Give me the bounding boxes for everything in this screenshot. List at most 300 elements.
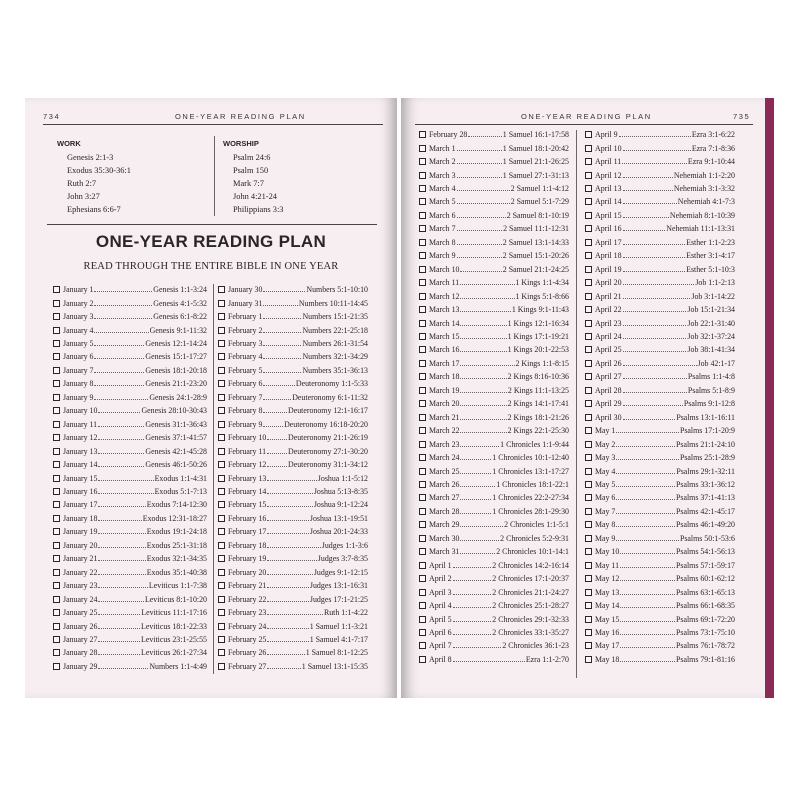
- checkbox[interactable]: [53, 609, 60, 616]
- reading-entry: [585, 316, 735, 329]
- checkbox[interactable]: [53, 582, 60, 589]
- checkbox[interactable]: [53, 623, 60, 630]
- checkbox[interactable]: [419, 185, 426, 192]
- checkbox[interactable]: [419, 239, 426, 246]
- list-item: Psalm 24:6: [233, 153, 271, 162]
- checkbox[interactable]: [585, 373, 592, 380]
- checkbox[interactable]: [53, 555, 60, 562]
- dot-leader: [623, 150, 691, 151]
- right-page: [401, 98, 765, 698]
- entry-reference: Psalms 33:1-36:12: [676, 480, 735, 489]
- reading-entry: [585, 491, 735, 504]
- checkbox[interactable]: [585, 508, 592, 515]
- dot-leader: [460, 284, 514, 285]
- checkbox[interactable]: [419, 575, 426, 582]
- checkbox[interactable]: [53, 394, 60, 401]
- checkbox[interactable]: [53, 434, 60, 441]
- checkbox[interactable]: [419, 602, 426, 609]
- entry-reference: Psalms 13:1-16:11: [676, 412, 735, 422]
- reading-entry: [419, 612, 569, 625]
- reading-entry: [419, 357, 569, 370]
- checkbox[interactable]: [585, 562, 592, 569]
- checkbox[interactable]: [585, 656, 592, 663]
- dot-leader: [98, 668, 148, 669]
- entry-reference: 1 Samuel 13:1-15:35: [301, 661, 368, 671]
- checkbox[interactable]: [53, 380, 60, 387]
- entry-reference: Genesis 9:1-11:32: [149, 325, 207, 335]
- checkbox[interactable]: [585, 333, 592, 340]
- reading-entry: [218, 283, 368, 296]
- checkbox[interactable]: [585, 535, 592, 542]
- reading-entry: [585, 276, 735, 289]
- entry-date: February 28: [429, 130, 468, 140]
- dot-leader: [623, 298, 691, 299]
- dot-leader: [620, 553, 675, 554]
- entry-date: February 16: [228, 513, 267, 523]
- checkbox[interactable]: [218, 448, 225, 455]
- checkbox[interactable]: [419, 414, 426, 421]
- reading-entry: [419, 195, 569, 208]
- checkbox[interactable]: [419, 427, 426, 434]
- checkbox[interactable]: [419, 535, 426, 542]
- checkbox[interactable]: [218, 300, 225, 307]
- reading-entry: [585, 478, 735, 491]
- dot-leader: [616, 473, 675, 474]
- entry-reference: Numbers 32:1-34:29: [302, 352, 368, 362]
- checkbox[interactable]: [585, 481, 592, 488]
- checkbox[interactable]: [585, 642, 592, 649]
- checkbox[interactable]: [53, 569, 60, 576]
- reading-entry: [53, 337, 207, 350]
- checkbox[interactable]: [53, 448, 60, 455]
- checkbox[interactable]: [419, 373, 426, 380]
- worship-heading: WORSHIP: [223, 139, 259, 148]
- reading-entry: [218, 431, 368, 444]
- entry-reference: Genesis 4:1-5:32: [153, 298, 207, 308]
- checkbox[interactable]: [53, 286, 60, 293]
- checkbox[interactable]: [53, 542, 60, 549]
- checkbox[interactable]: [53, 515, 60, 522]
- checkbox[interactable]: [218, 623, 225, 630]
- checkbox[interactable]: [419, 293, 426, 300]
- dot-leader: [616, 513, 675, 514]
- entry-reference: Deuteronomy 31:1-34:12: [288, 460, 368, 470]
- checkbox[interactable]: [419, 562, 426, 569]
- entry-date: May 14: [595, 601, 620, 611]
- reading-column-2: [218, 283, 368, 673]
- checkbox[interactable]: [53, 313, 60, 320]
- checkbox[interactable]: [53, 636, 60, 643]
- checkbox[interactable]: [419, 172, 426, 179]
- reading-entry: [218, 418, 368, 431]
- checkbox[interactable]: [53, 421, 60, 428]
- checkbox[interactable]: [419, 145, 426, 152]
- entry-reference: 1 Chronicles 10:1-12:40: [492, 453, 569, 463]
- checkbox[interactable]: [419, 508, 426, 515]
- entry-reference: Psalms 42:1-45:17: [676, 506, 735, 516]
- dot-leader: [623, 311, 687, 312]
- entry-date: March 10: [429, 264, 460, 274]
- checkbox[interactable]: [218, 569, 225, 576]
- checkbox[interactable]: [419, 212, 426, 219]
- header-rule: [415, 124, 753, 125]
- entry-date: February 21: [228, 581, 267, 591]
- entry-date: May 2: [595, 439, 616, 449]
- dot-leader: [616, 486, 675, 487]
- reading-entry: [585, 222, 735, 235]
- checkbox[interactable]: [585, 252, 592, 259]
- right-running-title: ONE-YEAR READING PLAN: [521, 112, 652, 121]
- entry-date: January 31: [228, 298, 263, 308]
- section-divider: [214, 136, 215, 216]
- dot-leader: [267, 654, 304, 655]
- entry-date: January 22: [63, 567, 98, 577]
- entry-date: January 8: [63, 379, 94, 389]
- checkbox[interactable]: [585, 172, 592, 179]
- checkbox[interactable]: [419, 158, 426, 165]
- reading-entry: [585, 384, 735, 397]
- entry-reference: 2 Chronicles 10:1-14:1: [496, 547, 569, 557]
- checkbox[interactable]: [419, 481, 426, 488]
- checkbox[interactable]: [419, 468, 426, 475]
- checkbox[interactable]: [218, 515, 225, 522]
- reading-entry: [419, 532, 569, 545]
- entry-reference: Psalms 37:1-41:13: [676, 493, 735, 503]
- checkbox[interactable]: [419, 225, 426, 232]
- checkbox[interactable]: [53, 528, 60, 535]
- entry-reference: 2 Chronicles 36:1-23: [502, 641, 569, 651]
- list-item: Mark 7:7: [233, 179, 264, 188]
- dot-leader: [263, 345, 301, 346]
- dot-leader: [263, 291, 305, 292]
- checkbox[interactable]: [218, 582, 225, 589]
- entry-date: January 26: [63, 621, 98, 631]
- checkbox[interactable]: [585, 293, 592, 300]
- reading-entry: [419, 559, 569, 572]
- checkbox[interactable]: [585, 279, 592, 286]
- entry-date: April 3: [429, 587, 452, 597]
- checkbox[interactable]: [585, 198, 592, 205]
- checkbox[interactable]: [53, 488, 60, 495]
- dot-leader: [94, 318, 152, 319]
- checkbox[interactable]: [419, 400, 426, 407]
- checkbox[interactable]: [585, 494, 592, 501]
- entry-date: April 2: [429, 574, 452, 584]
- dot-leader: [98, 506, 145, 507]
- checkbox[interactable]: [419, 279, 426, 286]
- checkbox[interactable]: [53, 596, 60, 603]
- entry-date: April 12: [595, 170, 622, 180]
- entry-reference: Exodus 32:1-34:35: [146, 554, 207, 564]
- entry-reference: 1 Samuel 16:1-17:58: [502, 130, 569, 140]
- entry-reference: Genesis 31:1-36:43: [145, 419, 207, 429]
- reading-entry: [419, 236, 569, 249]
- entry-date: May 5: [595, 480, 616, 489]
- checkbox[interactable]: [218, 286, 225, 293]
- checkbox[interactable]: [53, 367, 60, 374]
- dot-leader: [263, 305, 297, 306]
- checkbox[interactable]: [585, 589, 592, 596]
- checkbox[interactable]: [585, 266, 592, 273]
- dot-leader: [267, 574, 313, 575]
- checkbox[interactable]: [218, 421, 225, 428]
- entry-reference: Joshua 1:1-5:12: [317, 473, 368, 483]
- entry-date: April 6: [429, 627, 452, 637]
- checkbox[interactable]: [419, 642, 426, 649]
- entry-reference: Psalms 29:1-32:11: [676, 466, 735, 476]
- entry-date: March 20: [429, 399, 460, 409]
- entry-date: February 7: [228, 392, 263, 402]
- entry-reference: 2 Chronicles 29:1-32:33: [492, 614, 569, 624]
- checkbox[interactable]: [419, 454, 426, 461]
- entry-reference: Exodus 7:14-12:30: [146, 500, 207, 510]
- checkbox[interactable]: [585, 212, 592, 219]
- entry-date: January 15: [63, 473, 98, 483]
- checkbox[interactable]: [218, 663, 225, 670]
- checkbox[interactable]: [53, 501, 60, 508]
- dot-leader: [457, 190, 510, 191]
- checkbox[interactable]: [585, 239, 592, 246]
- checkbox[interactable]: [585, 145, 592, 152]
- checkbox[interactable]: [419, 266, 426, 273]
- checkbox[interactable]: [585, 387, 592, 394]
- reading-entry: [53, 646, 207, 659]
- checkbox[interactable]: [419, 494, 426, 501]
- entry-reference: Esther 3:1-4:17: [686, 251, 735, 261]
- checkbox[interactable]: [218, 461, 225, 468]
- checkbox[interactable]: [419, 360, 426, 367]
- checkbox[interactable]: [53, 461, 60, 468]
- checkbox[interactable]: [585, 306, 592, 313]
- entry-reference: Numbers 35:1-36:13: [302, 365, 368, 375]
- entry-reference: Deuteronomy 27:1-30:20: [288, 446, 368, 456]
- checkbox[interactable]: [53, 300, 60, 307]
- entry-date: April 24: [595, 332, 622, 342]
- dot-leader: [98, 439, 144, 440]
- reading-entry: [218, 512, 368, 525]
- checkbox[interactable]: [419, 306, 426, 313]
- reading-entry: [218, 377, 368, 390]
- checkbox[interactable]: [218, 434, 225, 441]
- entry-reference: Psalms 50:1-53:6: [679, 533, 735, 543]
- dot-leader: [623, 284, 695, 285]
- checkbox[interactable]: [585, 427, 592, 434]
- entry-date: March 24: [429, 453, 460, 463]
- checkbox[interactable]: [218, 542, 225, 549]
- entry-date: March 15: [429, 332, 460, 342]
- entry-date: January 1: [63, 285, 94, 295]
- entry-date: February 20: [228, 567, 267, 577]
- checkbox[interactable]: [218, 596, 225, 603]
- entry-date: January 17: [63, 500, 98, 510]
- reading-entry: [585, 209, 735, 222]
- reading-entry: [53, 512, 207, 525]
- checkbox[interactable]: [218, 488, 225, 495]
- checkbox[interactable]: [419, 252, 426, 259]
- entry-reference: Psalms 17:1-20:9: [679, 426, 735, 436]
- checkbox[interactable]: [218, 340, 225, 347]
- checkbox[interactable]: [53, 340, 60, 347]
- entry-date: January 29: [63, 661, 98, 671]
- entry-date: February 14: [228, 487, 267, 497]
- checkbox[interactable]: [585, 400, 592, 407]
- checkbox[interactable]: [419, 320, 426, 327]
- checkbox[interactable]: [419, 616, 426, 623]
- entry-date: May 15: [595, 614, 620, 624]
- reading-entry: [585, 263, 735, 276]
- entry-date: February 17: [228, 527, 267, 537]
- checkbox[interactable]: [218, 367, 225, 374]
- checkbox[interactable]: [585, 575, 592, 582]
- entry-date: April 22: [595, 305, 622, 315]
- dot-leader: [460, 392, 506, 393]
- checkbox[interactable]: [53, 353, 60, 360]
- entry-date: April 16: [595, 224, 622, 234]
- checkbox[interactable]: [218, 407, 225, 414]
- checkbox[interactable]: [419, 441, 426, 448]
- entry-reference: Psalms 60:1-62:12: [676, 574, 735, 584]
- checkbox[interactable]: [419, 198, 426, 205]
- dot-leader: [460, 499, 491, 500]
- checkbox[interactable]: [53, 649, 60, 656]
- checkbox[interactable]: [218, 475, 225, 482]
- reading-entry: [585, 343, 735, 356]
- entry-reference: Genesis 18:1-20:18: [145, 365, 207, 375]
- entry-date: May 4: [595, 466, 616, 476]
- entry-reference: Numbers 22:1-25:18: [302, 325, 368, 335]
- entry-date: March 26: [429, 480, 460, 489]
- entry-date: January 14: [63, 460, 98, 470]
- entry-reference: Psalms 79:1-81:16: [676, 654, 735, 664]
- checkbox[interactable]: [419, 131, 426, 138]
- dot-leader: [267, 506, 313, 507]
- checkbox[interactable]: [585, 414, 592, 421]
- checkbox[interactable]: [53, 663, 60, 670]
- entry-reference: 2 Samuel 13:1-14:33: [502, 237, 569, 247]
- checkbox[interactable]: [218, 394, 225, 401]
- checkbox[interactable]: [218, 609, 225, 616]
- entry-reference: Psalms 5:1-8:9: [687, 385, 735, 395]
- entry-reference: Genesis 37:1-41:57: [145, 433, 207, 443]
- dot-leader: [620, 607, 675, 608]
- dot-leader: [623, 365, 697, 366]
- checkbox[interactable]: [585, 602, 592, 609]
- entry-reference: Psalms 9:1-12:8: [683, 399, 735, 409]
- reading-entry: [53, 310, 207, 323]
- checkbox[interactable]: [419, 548, 426, 555]
- reading-entry: [218, 350, 368, 363]
- checkbox[interactable]: [53, 407, 60, 414]
- reading-entry: [419, 478, 569, 491]
- entry-date: February 9: [228, 419, 263, 429]
- checkbox[interactable]: [585, 616, 592, 623]
- entry-date: January 21: [63, 554, 98, 564]
- checkbox[interactable]: [585, 548, 592, 555]
- dot-leader: [267, 641, 308, 642]
- checkbox[interactable]: [218, 313, 225, 320]
- checkbox[interactable]: [419, 521, 426, 528]
- checkbox[interactable]: [585, 346, 592, 353]
- checkbox[interactable]: [218, 327, 225, 334]
- checkbox[interactable]: [218, 353, 225, 360]
- entry-reference: Leviticus 8:1-10:20: [144, 594, 207, 604]
- entry-reference: Psalms 46:1-49:20: [676, 520, 735, 530]
- checkbox[interactable]: [585, 320, 592, 327]
- checkbox[interactable]: [218, 380, 225, 387]
- checkbox[interactable]: [53, 475, 60, 482]
- reading-entry: [585, 559, 735, 572]
- dot-leader: [620, 621, 675, 622]
- checkbox[interactable]: [585, 629, 592, 636]
- dot-leader: [460, 419, 506, 420]
- dot-leader: [623, 217, 669, 218]
- plan-title: ONE-YEAR READING PLAN: [95, 232, 327, 251]
- checkbox[interactable]: [585, 454, 592, 461]
- entry-reference: 1 Kings 5:1-8:66: [515, 291, 569, 301]
- checkbox[interactable]: [419, 589, 426, 596]
- checkbox[interactable]: [585, 158, 592, 165]
- entry-date: March 4: [429, 184, 456, 194]
- dot-leader: [616, 499, 675, 500]
- reading-entry: [419, 639, 569, 652]
- dot-leader: [623, 405, 683, 406]
- dot-leader: [620, 661, 675, 662]
- entry-reference: Nehemiah 4:1-7:3: [677, 197, 735, 207]
- entry-date: May 17: [595, 641, 620, 651]
- entry-date: May 3: [595, 453, 616, 463]
- entry-date: February 22: [228, 594, 267, 604]
- entry-reference: Exodus 25:1-31:18: [146, 540, 207, 550]
- dot-leader: [460, 338, 506, 339]
- checkbox[interactable]: [218, 649, 225, 656]
- list-item: Psalm 150: [233, 166, 269, 175]
- reading-entry: [419, 464, 569, 477]
- checkbox[interactable]: [218, 555, 225, 562]
- dot-leader: [460, 540, 499, 541]
- dot-leader: [453, 661, 525, 662]
- reading-entry: [419, 209, 569, 222]
- checkbox[interactable]: [218, 636, 225, 643]
- checkbox[interactable]: [585, 185, 592, 192]
- entry-reference: Exodus 19:1-24:18: [146, 527, 207, 537]
- checkbox[interactable]: [419, 629, 426, 636]
- checkbox[interactable]: [218, 501, 225, 508]
- dot-leader: [98, 412, 140, 413]
- checkbox[interactable]: [585, 225, 592, 232]
- dot-leader: [623, 244, 686, 245]
- entry-date: January 12: [63, 433, 98, 443]
- checkbox[interactable]: [419, 656, 426, 663]
- checkbox[interactable]: [218, 528, 225, 535]
- checkbox[interactable]: [585, 441, 592, 448]
- entry-date: March 30: [429, 533, 460, 543]
- entry-date: February 15: [228, 500, 267, 510]
- checkbox[interactable]: [53, 327, 60, 334]
- reading-entry: [419, 141, 569, 154]
- entry-date: May 11: [595, 560, 620, 570]
- checkbox[interactable]: [419, 387, 426, 394]
- checkbox[interactable]: [585, 521, 592, 528]
- checkbox[interactable]: [419, 333, 426, 340]
- entry-date: January 11: [63, 419, 98, 429]
- reading-entry: [585, 168, 735, 181]
- checkbox[interactable]: [419, 346, 426, 353]
- entry-reference: Psalms 73:1-75:10: [676, 627, 735, 637]
- checkbox[interactable]: [585, 468, 592, 475]
- checkbox[interactable]: [585, 131, 592, 138]
- dot-leader: [267, 453, 287, 454]
- checkbox[interactable]: [585, 360, 592, 367]
